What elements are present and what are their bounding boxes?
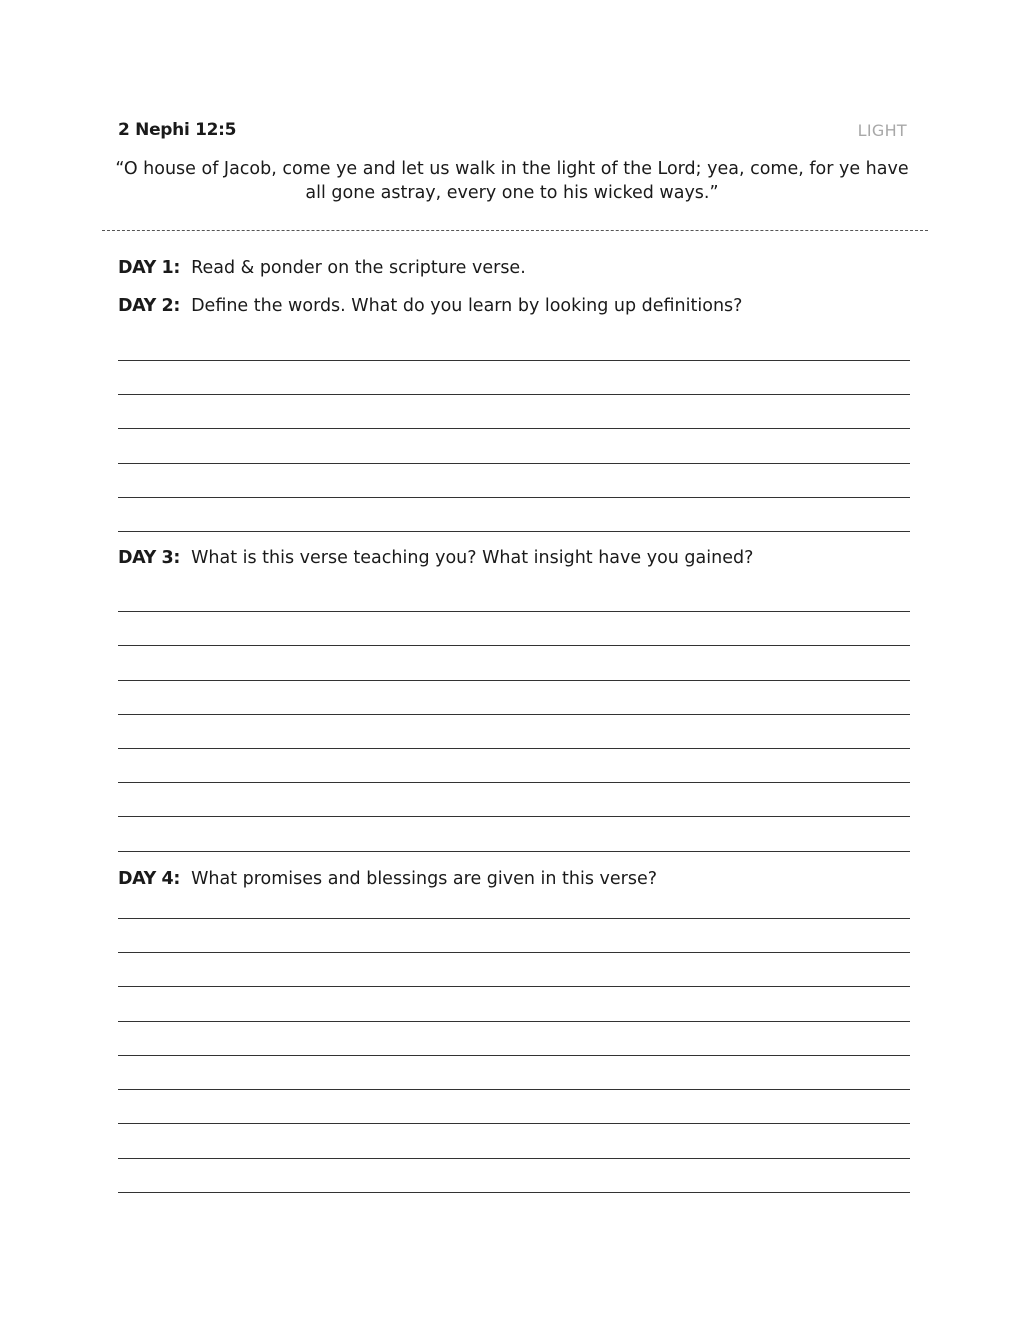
- writing-line[interactable]: [118, 1021, 910, 1022]
- writing-line[interactable]: [118, 1123, 910, 1124]
- day-2-text: Define the words. What do you learn by looking up definitions?: [191, 296, 743, 316]
- writing-line[interactable]: [118, 360, 910, 361]
- writing-line[interactable]: [118, 611, 910, 612]
- writing-line[interactable]: [118, 1192, 910, 1193]
- writing-line[interactable]: [118, 918, 910, 919]
- day-3-prompt: [118, 548, 753, 568]
- writing-line[interactable]: [118, 680, 910, 681]
- writing-line[interactable]: [118, 1055, 910, 1056]
- writing-line[interactable]: [118, 816, 910, 817]
- day-3-text: What is this verse teaching you? What insight have you gained?: [191, 548, 754, 568]
- day-1-text: Read & ponder on the scripture verse.: [191, 258, 526, 278]
- writing-line[interactable]: [118, 714, 910, 715]
- writing-line[interactable]: [118, 531, 910, 532]
- day-1-label: DAY 1:: [118, 258, 180, 278]
- writing-line[interactable]: [118, 428, 910, 429]
- day-4-label: DAY 4:: [118, 869, 180, 889]
- writing-line[interactable]: [118, 1158, 910, 1159]
- writing-line[interactable]: [118, 1089, 910, 1090]
- day-2-label: DAY 2:: [118, 296, 180, 316]
- writing-line[interactable]: [118, 952, 910, 953]
- writing-line[interactable]: [118, 748, 910, 749]
- writing-line[interactable]: [118, 851, 910, 852]
- scripture-reference: 2 Nephi 12:5: [118, 120, 237, 140]
- day-4-text: What promises and blessings are given in this verse?: [191, 869, 658, 889]
- writing-line[interactable]: [118, 394, 910, 395]
- day-3-label: DAY 3:: [118, 548, 180, 568]
- scripture-verse: “O house of Jacob, come ye and let us walk in the light of the Lord; yea, come, for ye have all gone astray, every one to his wicked ways.”: [115, 159, 909, 203]
- writing-line[interactable]: [118, 645, 910, 646]
- dashed-divider: [102, 230, 928, 231]
- theme-label: LIGHT: [857, 121, 907, 140]
- writing-line[interactable]: [118, 782, 910, 783]
- writing-line[interactable]: [118, 497, 910, 498]
- day-1-prompt: [118, 258, 526, 278]
- writing-line[interactable]: [118, 986, 910, 987]
- day-4-prompt: [118, 869, 657, 889]
- day-2-prompt: [118, 296, 742, 316]
- writing-line[interactable]: [118, 463, 910, 464]
